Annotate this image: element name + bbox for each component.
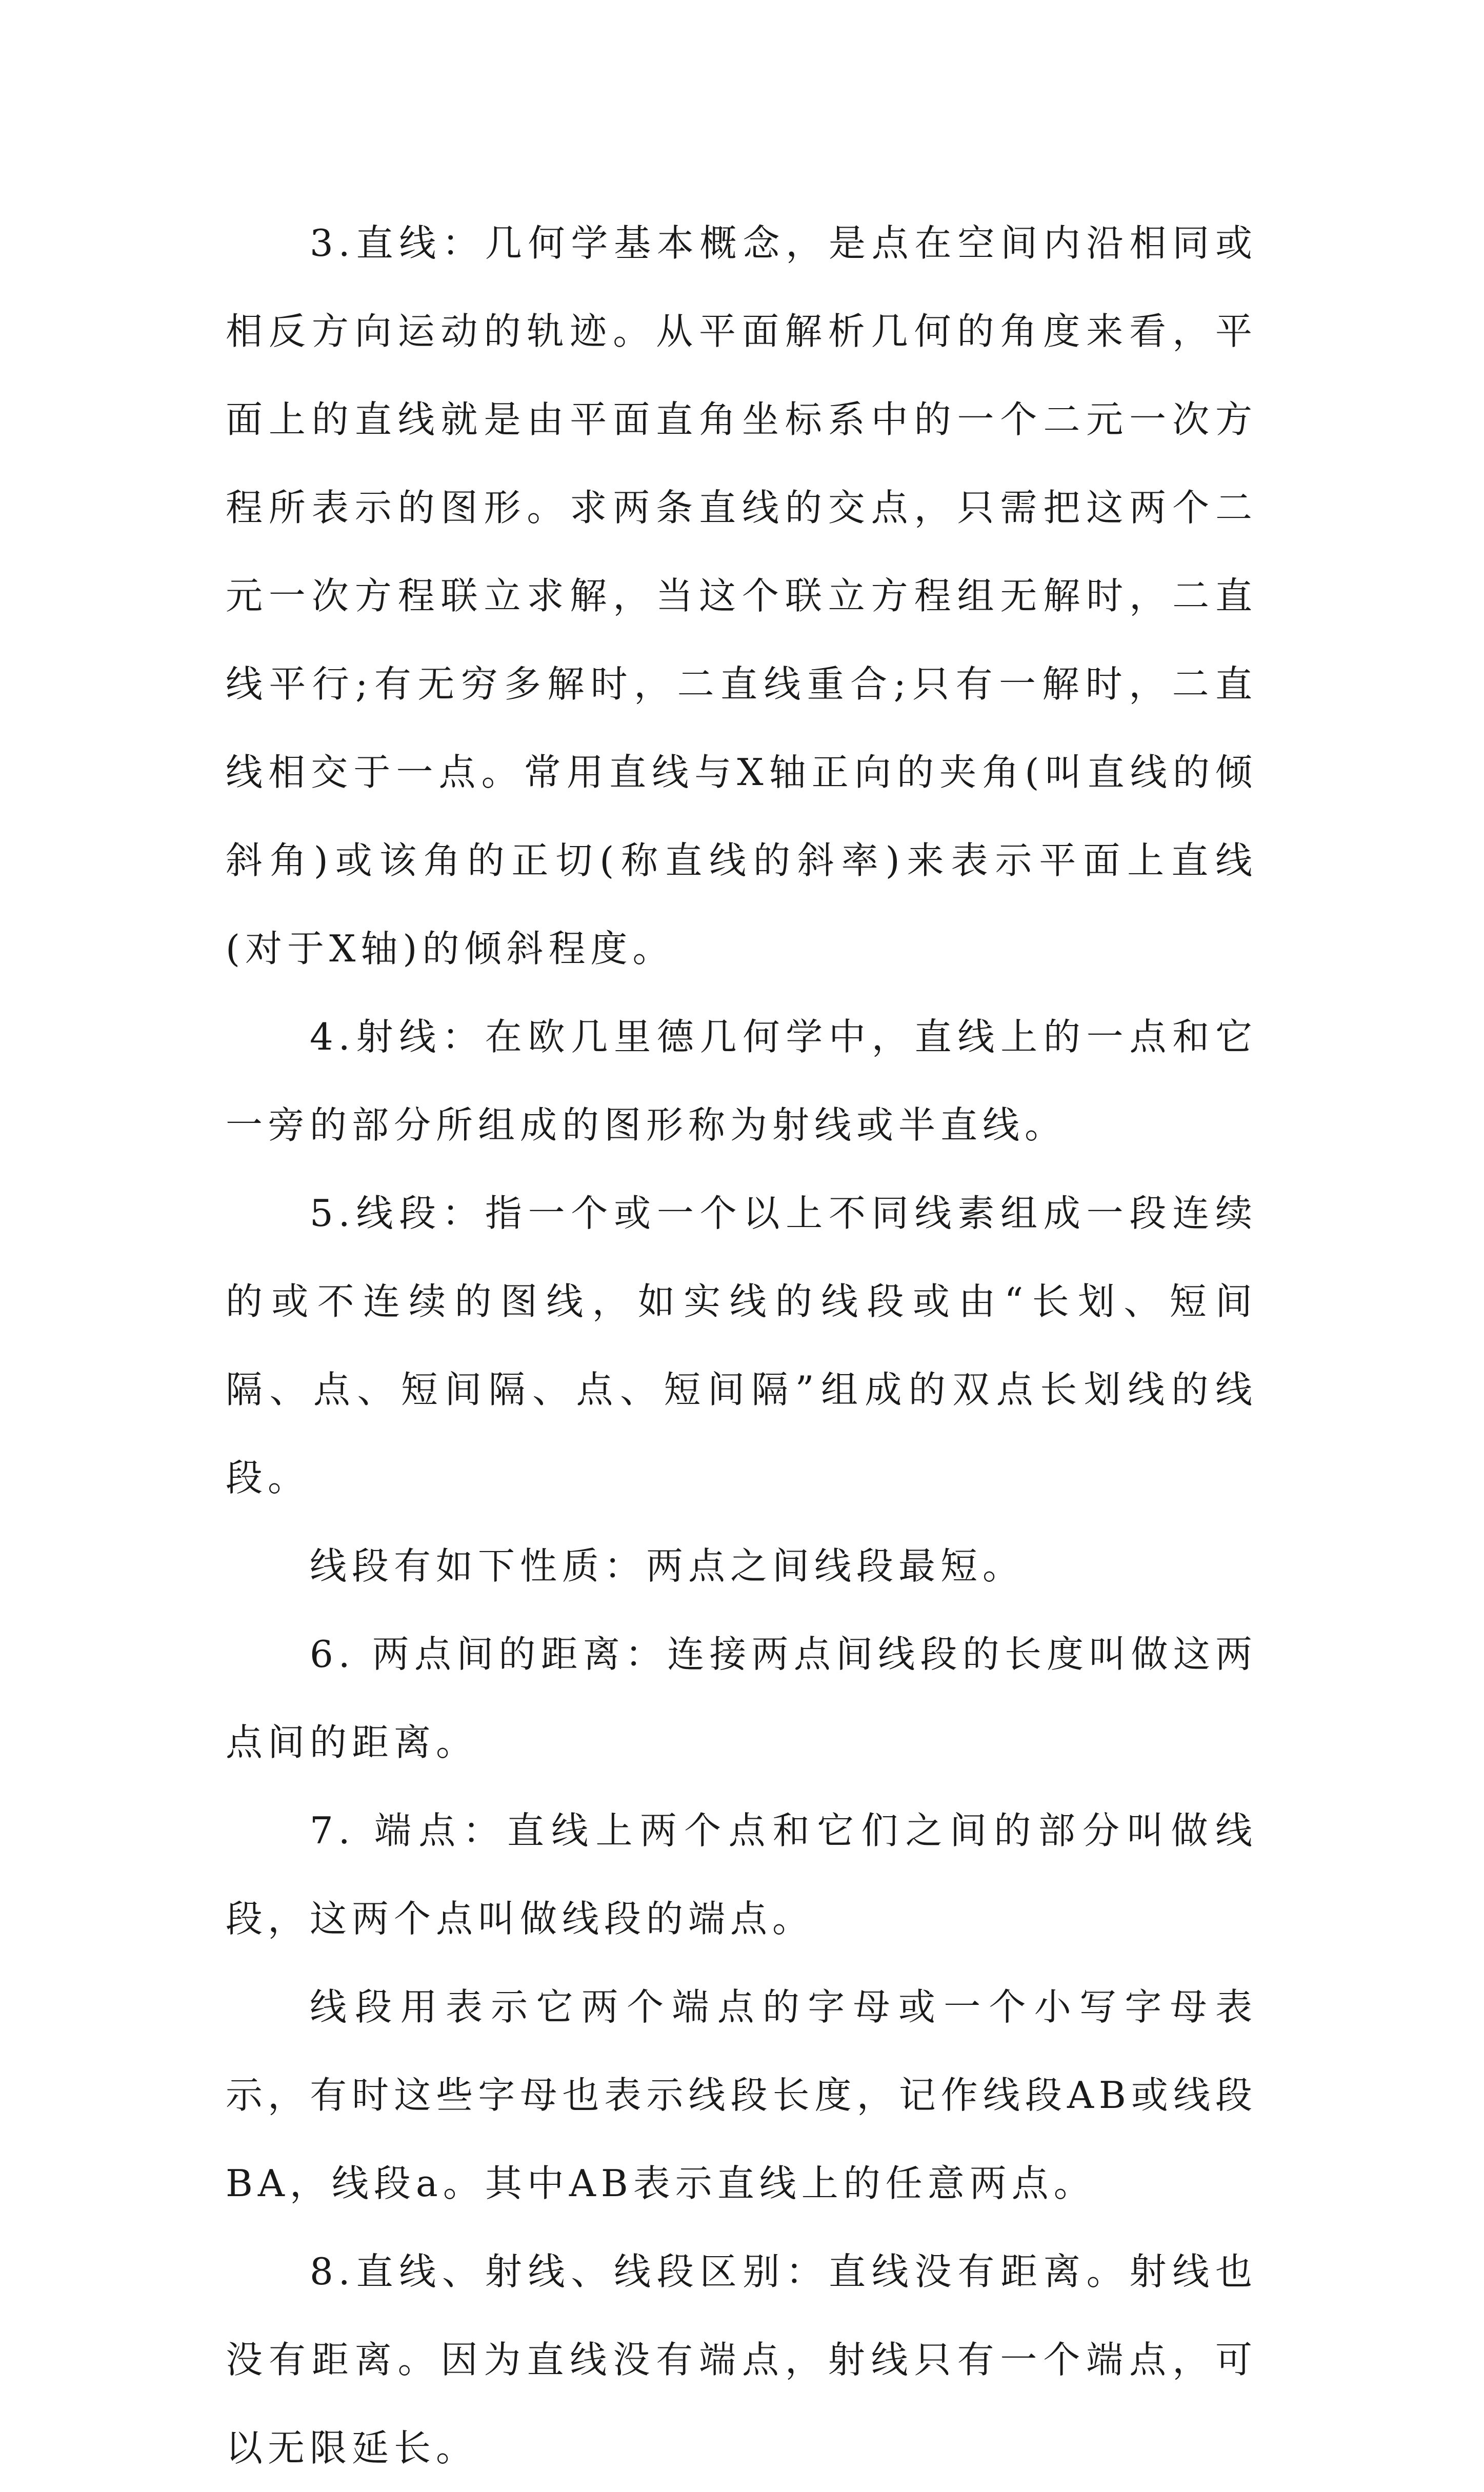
paragraph-segment-notation: 线段用表示它两个端点的字母或一个小写字母表示，有时这些字母也表示线段长度，记作线段AB或线段BA，线段a。其中AB表示直线上的任意两点。 xyxy=(226,1985,1257,2205)
paragraph-line-ray-segment-difference: 8.直线、射线、线段区别：直线没有距离。射线也没有距离。因为直线没有端点，射线只有一个端点，可以无限延长。 xyxy=(226,2250,1257,2469)
paragraph-segment-definition: 5.线段：指一个或一个以上不同线素组成一段连续的或不连续的图线，如实线的线段或由“长划、短间隔、点、短间隔、点、短间隔”组成的双点长划线的线段。 xyxy=(226,1192,1257,1499)
paragraph-ray-definition: 4.射线：在欧几里德几何学中，直线上的一点和它一旁的部分所组成的图形称为射线或半直线。 xyxy=(226,1015,1257,1147)
paragraph-line-definition: 3.直线：几何学基本概念，是点在空间内沿相同或相反方向运动的轨迹。从平面解析几何的角度来看，平面上的直线就是由平面直角坐标系中的一个二元一次方程所表示的图形。求两条直线的交点，只需把这两个二元一次方程联立求解，当这个联立方程组无解时，二直线平行;有无穷多解时，二直线重合;只有一解时，二直线相交于一点。常用直线与X轴正向的夹角(叫直线的倾斜角)或该角的正切(称直线的斜率)来表示平面上直线(对于X轴)的倾斜程度。 xyxy=(226,222,1257,970)
paragraph-distance-definition: 6. 两点间的距离：连接两点间线段的长度叫做这两点间的距离。 xyxy=(226,1633,1257,1764)
paragraph-segment-property: 线段有如下性质：两点之间线段最短。 xyxy=(310,1544,1025,1587)
paragraph-endpoint-definition: 7. 端点：直线上两个点和它们之间的部分叫做线段，这两个点叫做线段的端点。 xyxy=(226,1809,1257,1940)
document-body xyxy=(226,199,1257,2492)
